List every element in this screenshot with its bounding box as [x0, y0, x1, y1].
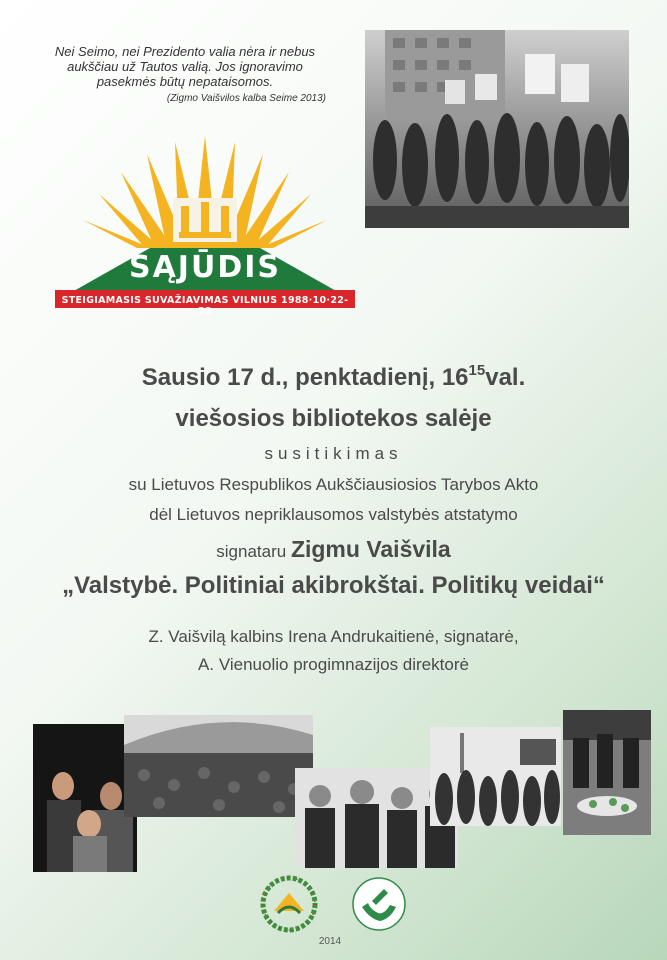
- event-act-line: dėl Lietuvos nepriklausomos valstybės atstatymo: [149, 505, 518, 524]
- crowd-night-photo: [33, 724, 137, 872]
- rally-photo: [430, 727, 561, 826]
- protest-photo: [365, 30, 629, 228]
- event-time-minutes: 15: [468, 362, 486, 379]
- event-with-line: su Lietuvos Respublikos Aukščiausiosios Tarybos Akto: [128, 475, 539, 494]
- quote: [40, 44, 330, 106]
- stadium-crowd-photo: [124, 715, 313, 817]
- ceremony-photo: [563, 710, 651, 835]
- signatory-prefix: signataru: [216, 542, 287, 561]
- wreath-emblem-icon: [260, 875, 318, 933]
- event-place: viešosios bibliotekos salėje: [175, 405, 492, 432]
- quote-source: (Zigmo Vaišvilos kalba Seime 2013): [166, 93, 326, 104]
- event-date: Sausio 17 d., penktadienį, 16: [141, 364, 469, 391]
- quote-text: Nei Seimo, nei Prezidento valia nėra ir nebus aukščiau už Tautos valią. Jos ignoravimo pasekmės būtų nepataisomos.: [54, 44, 316, 89]
- footer-year: 2014: [318, 936, 342, 947]
- host-line-2: A. Vienuolio progimnazijos direktorė: [198, 655, 469, 674]
- logo-subtitle: STEIGIAMASIS SUVAŽIAVIMAS VILNIUS 1988·10·22-23: [61, 295, 349, 317]
- signatory-name: Zigmu Vaišvila: [290, 536, 451, 562]
- event-signatory: [0, 536, 667, 563]
- logo-title: SĄJŪDIS: [128, 250, 282, 285]
- event-meeting: susitikimas: [264, 444, 403, 463]
- event-time-suffix: val.: [485, 364, 526, 391]
- sajudis-logo: [55, 128, 355, 317]
- book-title: „Valstybė. Politiniai akibrokštai. Politikų veidai“: [62, 572, 605, 599]
- library-emblem-icon: [350, 875, 408, 933]
- host-line-1: Z. Vaišvilą kalbins Irena Andrukaitienė, signatarė,: [148, 627, 519, 646]
- event-date-line: [0, 362, 667, 392]
